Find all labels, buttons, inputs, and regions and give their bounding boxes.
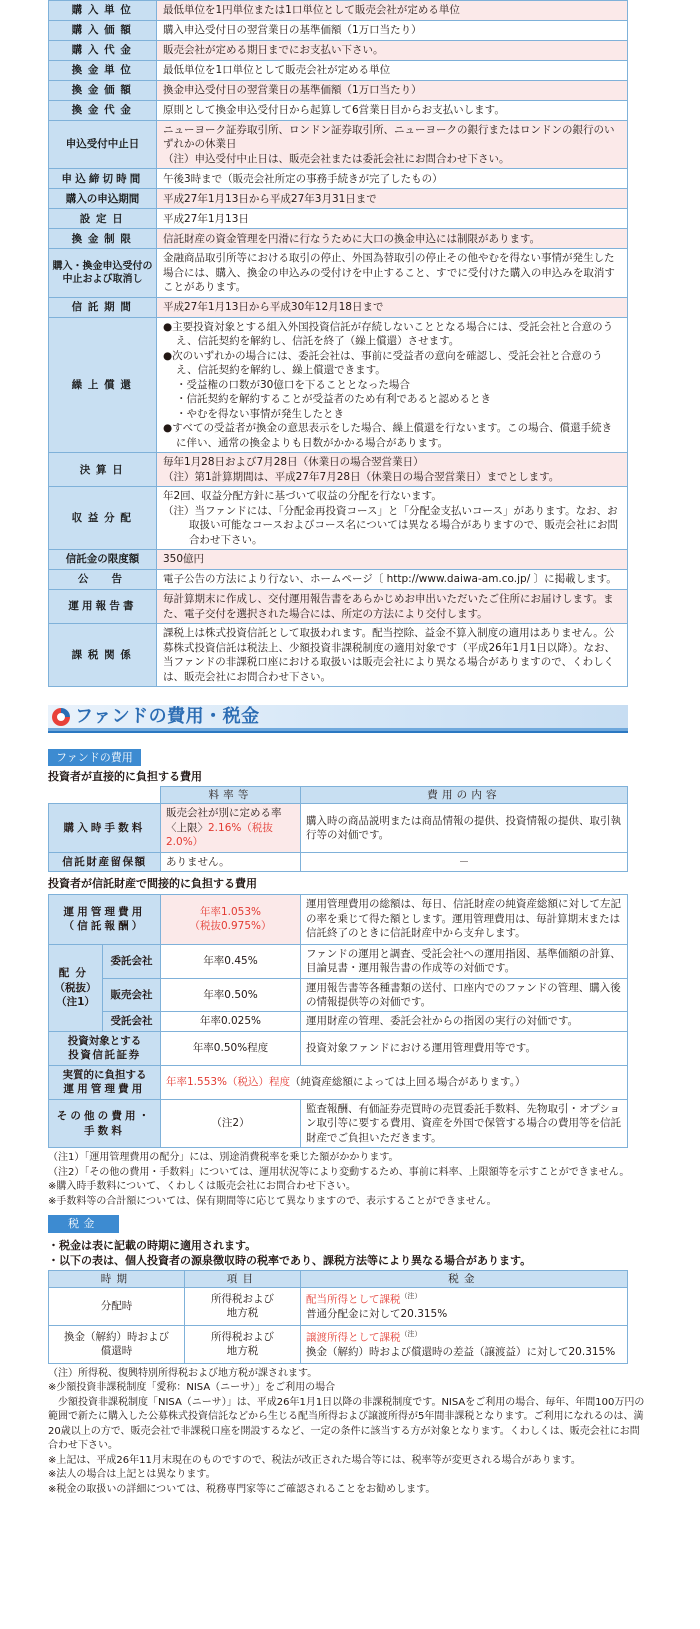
period-line: 換金（解約）時および: [64, 1330, 169, 1343]
note-line: 少額投資非課税制度「NISA（ニーサ）」は、平成26年1月1日以降の非課税制度です。NISAをご利用の場合、毎年、年間100万円の範囲で新たに購入した公募株式投資信託などから生じる配当所得および譲渡所得が5年間非課税となります。ご利用になれるのは、満20歳以上の方で、販売会社で非課税口座を開設するなど、一定の条件に該当する方が対象となります。くわしくは、販売会社にお問合わせ下さい。: [48, 1396, 645, 1452]
row-value: [157, 550, 628, 570]
row-text: 信託財産の資金管理を円滑に行なうために大口の換金申込には制限があります。: [163, 232, 541, 245]
table-row: [49, 453, 628, 487]
swirl-logo-icon: [51, 707, 71, 727]
allocation-desc: ファンドの運用と調査、受託会社への運用指図、基準価額の計算、目論見書・運用報告書の作成等の対価です。: [301, 944, 628, 978]
note-line: （注2）「その他の費用・手数料」については、運用状況等により変動するため、事前に料率、上限額等を示すことができません。: [48, 1166, 630, 1178]
bullet-text: ●次のいずれかの場合には、委託会社は、事前に受益者の意向を確認し、受託会社と合意のうえ、信託契約を解約し、繰上償還できます。: [163, 349, 603, 377]
purchase-fee-desc: 購入時の商品説明または商品情報の提供、投資情報の提供、取引執行等の対価です。: [301, 804, 628, 852]
table-row: [49, 570, 628, 590]
row-value: [157, 487, 628, 550]
row-label: 換金価額: [49, 81, 157, 101]
row-label: 収益分配: [49, 487, 157, 550]
table-row: [49, 624, 628, 687]
row-text: 課税上は株式投資信託として取扱われます。配当控除、益金不算入制度の適用はありません。公募株式投資信託は税法上、少額投資非課税制度の適用対象です（平成26年1月1日以降）。なお、当ファンドの非課税口座における取扱いは販売会社により異なる場合がありますので、くわしくは、販売会社にお問合わせ下さい。: [163, 627, 615, 683]
item-line: 地方税: [226, 1345, 259, 1358]
mgmt-fee-label: [49, 894, 161, 944]
sub-item: ・信託契約を解約することが受益者のため有利であると認めるとき: [176, 393, 491, 406]
table-row: [49, 1031, 628, 1065]
table-row: [49, 1065, 628, 1099]
rate-line: （税抜0.975%）: [189, 920, 272, 933]
row-text: 毎計算期末に作成し、交付運用報告書をあらかじめお申出いただいたご住所にお届けします。また、電子交付を選択された場合には、所定の方法により交付します。: [163, 593, 614, 620]
item-line: 所得税および: [211, 1330, 274, 1343]
reserve-desc: －: [301, 852, 628, 871]
column-header: 料率等: [161, 787, 301, 804]
reserve-rate: ありません。: [161, 852, 301, 871]
fee-notes: [48, 1151, 648, 1209]
row-value: [157, 453, 628, 487]
allocation-party: 受託会社: [103, 1012, 161, 1031]
row-text: 原則として換金申込受付日から起算して6営業日目からお支払いします。: [163, 104, 505, 117]
row-label: 課税関係: [49, 624, 157, 687]
target-fund-rate: 年率0.50%程度: [161, 1031, 301, 1065]
table-header-row: [49, 1270, 628, 1287]
row-text: 午後3時まで（販売会社所定の事務手続きが完了したもの）: [163, 172, 443, 185]
table-row: [49, 101, 628, 121]
row-text: 年2回、収益分配方針に基づいて収益の分配を行ないます。: [163, 490, 442, 503]
note-line: （注1）「運用管理費用の配分」には、別途消費税率を乗じた額がかかります。: [48, 1152, 399, 1164]
table-row: [49, 590, 628, 624]
table-row: [49, 21, 628, 41]
period-line: 償還時: [100, 1345, 133, 1358]
row-text: 金融商品取引所等における取引の停止、外国為替取引の停止その他やむを得ない事情が発生した場合には、購入、換金の申込みの受付けを中止すること、すでに受付けた購入の申込みを取消すことがあります。: [163, 252, 615, 294]
note-line: ※上記は、平成26年11月末現在のものですので、税法が改正された場合等には、税率等が変更される場合があります。: [48, 1454, 581, 1466]
tax-rate-text: 普通分配金に対して20.315%: [306, 1307, 448, 1320]
row-label: 申込締切時間: [49, 169, 157, 189]
tax-category: 配当所得として課税: [306, 1293, 401, 1306]
row-value: [157, 21, 628, 41]
row-label: 換金単位: [49, 61, 157, 81]
row-label: 購入単位: [49, 1, 157, 21]
row-value: [157, 41, 628, 61]
row-value: [157, 570, 628, 590]
other-fee-desc: 監査報酬、有価証券売買時の売買委託手数料、先物取引・オプション取引等に要する費用、資産を外国で保管する場合の費用等を信託財産でご負担いただきます。: [301, 1099, 628, 1147]
row-value: [157, 189, 628, 209]
row-value: [157, 169, 628, 189]
label-line: 運用管理費用: [63, 1083, 146, 1096]
row-value: [157, 61, 628, 81]
row-label: 購入代金: [49, 41, 157, 61]
fees-section-header: [48, 703, 628, 733]
direct-cost-table: [48, 786, 628, 872]
tax-notes: [48, 1367, 648, 1498]
label-line: （税抜）: [54, 981, 97, 994]
table-row: [49, 189, 628, 209]
row-label: 信託期間: [49, 297, 157, 317]
tax-category: 譲渡所得として課税: [306, 1331, 401, 1344]
table-row: [49, 249, 628, 297]
allocation-desc: 運用報告書等各種書類の送付、口座内でのファンドの管理、購入後の情報提供等の対価です。: [301, 978, 628, 1012]
label-line: 投資対象とする: [67, 1034, 142, 1047]
rate-text: 販売会社が別に定める率: [166, 807, 282, 820]
row-label: 換金制限: [49, 229, 157, 249]
row-text: 販売会社が定める期日までにお支払い下さい。: [163, 44, 384, 57]
sub-item: ・受益権の口数が30億口を下ることとなった場合: [176, 378, 410, 391]
column-header: 費用の内容: [301, 787, 628, 804]
row-value: [157, 121, 628, 169]
target-fund-desc: 投資対象ファンドにおける運用管理費用等です。: [301, 1031, 628, 1065]
label-line: （信託報酬）: [63, 920, 146, 933]
row-label: 決算日: [49, 453, 157, 487]
label-line: その他の費用・: [56, 1110, 153, 1123]
row-label: 運用報告書: [49, 590, 157, 624]
row-value: [157, 229, 628, 249]
tax-period: [49, 1287, 185, 1325]
table-row: [49, 297, 628, 317]
row-text: ニューヨーク証券取引所、ロンドン証券取引所、ニューヨークの銀行またはロンドンの銀行のいずれかの休業日: [163, 124, 615, 151]
table-row: [49, 978, 628, 1012]
table-row: [49, 229, 628, 249]
period-line: 分配時: [100, 1300, 133, 1313]
rate-cap-value: 2.16%（税抜2.0%）: [166, 821, 273, 849]
effective-fee-label: [49, 1065, 161, 1099]
row-note: （注）申込受付中止日は、販売会社または委託会社にお問合わせ下さい。: [163, 152, 510, 165]
table-row: [49, 1099, 628, 1147]
allocation-party: 販売会社: [103, 978, 161, 1012]
allocation-rate: 年率0.025%: [161, 1012, 301, 1031]
reserve-label: 信託財産留保額: [49, 852, 161, 871]
row-value: [157, 249, 628, 297]
note-line: ※購入時手数料について、くわしくは販売会社にお問合わせ下さい。: [48, 1181, 356, 1193]
header-underline: [48, 728, 628, 731]
tax-bullets: [48, 1238, 700, 1268]
row-text: 最低単位を1円単位または1口単位として販売会社が定める単位: [163, 4, 460, 17]
row-label: 換金代金: [49, 101, 157, 121]
table-row: [49, 804, 628, 852]
note-ref: （注）: [400, 1329, 422, 1338]
target-fund-label: [49, 1031, 161, 1065]
tax-item: [185, 1325, 301, 1363]
table-row: [49, 121, 628, 169]
row-text: 350億円: [163, 553, 205, 566]
row-note: （注）第1計算期間は、平成27年7月28日（休業日の場合翌営業日）までとします。: [163, 470, 560, 483]
row-label: 公告: [49, 570, 157, 590]
row-value: [157, 297, 628, 317]
tax-detail: [301, 1287, 628, 1325]
row-note: （注）当ファンドには、「分配金再投資コース」と「分配金支払いコース」があります。なお、お取扱い可能なコースおよびコース名については異なる場合がありますので、販売会社にお問合わせ下さい。: [163, 504, 619, 546]
blank-header-cell: [49, 787, 161, 804]
label-line: （注1）: [56, 995, 95, 1008]
bullet-line: ・税金は表に記載の時期に適用されます。: [48, 1238, 257, 1252]
table-row: [49, 944, 628, 978]
tax-rate-text: 換金（解約）時および償還時の差益（譲渡益）に対して20.315%: [306, 1345, 616, 1358]
bullet-line: ・以下の表は、個人投資者の源泉徴収時の税率であり、課税方法等により異なる場合があります。: [48, 1253, 532, 1267]
row-text: 換金申込受付日の翌営業日の基準価額（1万口当たり）: [163, 84, 422, 97]
row-value: [157, 624, 628, 687]
tax-table: [48, 1270, 628, 1364]
note-ref: （注）: [400, 1291, 422, 1300]
row-text: 毎年1月28日および7月28日（休業日の場合翌営業日）: [163, 456, 424, 469]
table-row: [49, 894, 628, 944]
rate-line: 年率1.053%: [199, 905, 262, 918]
sub-item: ・やむを得ない事情が発生したとき: [176, 407, 344, 420]
table-row: [49, 1325, 628, 1363]
row-text: 購入申込受付日の翌営業日の基準価額（1万口当たり）: [163, 24, 422, 37]
mgmt-fee-desc: 運用管理費用の総額は、毎日、信託財産の純資産総額に対して左記の率を乗じて得た額とします。運用管理費用は、毎計算期末または信託終了のときに信託財産中から支弁します。: [301, 894, 628, 944]
effective-fee-value: [161, 1065, 628, 1099]
effective-rate: 年率1.553%（税込）程度: [166, 1076, 291, 1089]
row-value: [157, 590, 628, 624]
note-line: ※手数料等の合計額については、保有期間等に応じて異なりますので、表示することができません。: [48, 1195, 497, 1207]
note-line: （注）所得税、復興特別所得税および地方税が課されます。: [48, 1367, 318, 1379]
row-label: 購入・換金申込受付の中止および取消し: [49, 249, 157, 297]
row-label: 申込受付中止日: [49, 121, 157, 169]
note-line: ※法人の場合は上記とは異なります。: [48, 1469, 216, 1481]
other-fee-label: [49, 1099, 161, 1147]
note-line: ※少額投資非課税制度「愛称：NISA（ニーサ）」をご利用の場合: [48, 1382, 336, 1394]
table-row: [49, 1, 628, 21]
bullet-text: ●主要投資対象とする組入外国投資信託が存続しないこととなる場合には、受託会社と合意のうえ、信託契約を解約し、信託を終了（繰上償還）させます。: [163, 320, 614, 348]
note-line: ※税金の取扱いの詳細については、税務専門家等にご確認されることをお勧めします。: [48, 1483, 436, 1495]
row-label: 設定日: [49, 209, 157, 229]
row-text: 電子公告の方法により行ない、ホームページ〔 http://www.daiwa-am.co.jp/ 〕に掲載します。: [163, 573, 617, 586]
purchase-fee-rate: [161, 804, 301, 852]
other-fee-rate: （注2）: [161, 1099, 301, 1147]
row-text: 最低単位を1口単位として販売会社が定める単位: [163, 64, 391, 77]
allocation-party: 委託会社: [103, 944, 161, 978]
row-value: [157, 317, 628, 452]
row-text: 平成27年1月13日から平成27年3月31日まで: [163, 192, 377, 205]
mgmt-fee-rate: [161, 894, 301, 944]
table-row: [49, 852, 628, 871]
fund-summary-table: [48, 0, 628, 687]
table-header-row: [49, 787, 628, 804]
indirect-cost-heading: 投資者が信託財産で間接的に負担する費用: [48, 877, 257, 891]
purchase-fee-label: 購入時手数料: [49, 804, 161, 852]
label-line: 投資信託証券: [68, 1049, 141, 1062]
row-text: 平成27年1月13日: [163, 212, 249, 225]
allocation-rate: 年率0.45%: [161, 944, 301, 978]
label-line: 運用管理費用: [63, 905, 146, 918]
table-row: [49, 317, 628, 452]
label-line: 手数料: [84, 1124, 125, 1137]
row-text: 平成27年1月13日から平成30年12月18日まで: [163, 301, 384, 314]
label-line: 実質的に負担する: [62, 1068, 147, 1081]
column-header: 税金: [301, 1270, 628, 1287]
table-row: [49, 169, 628, 189]
row-value: [157, 1, 628, 21]
tax-pill: 税金: [48, 1215, 119, 1232]
row-label: 購入の申込期間: [49, 189, 157, 209]
effective-note: （純資産総額によっては上回る場合があります。）: [290, 1076, 526, 1089]
column-header: 項目: [185, 1270, 301, 1287]
row-label: 信託金の限度額: [49, 550, 157, 570]
row-value: [157, 101, 628, 121]
indirect-cost-table: [48, 894, 628, 1149]
allocation-desc: 運用財産の管理、委託会社からの指図の実行の対価です。: [301, 1012, 628, 1031]
row-label: 購入価額: [49, 21, 157, 41]
tax-item: [185, 1287, 301, 1325]
table-row: [49, 550, 628, 570]
tax-detail: [301, 1325, 628, 1363]
label-line: 配分: [58, 967, 93, 980]
table-row: [49, 61, 628, 81]
row-value: [157, 209, 628, 229]
direct-cost-heading: 投資者が直接的に負担する費用: [48, 770, 202, 784]
allocation-label: [49, 944, 103, 1031]
table-row: [49, 81, 628, 101]
row-value: [157, 81, 628, 101]
rate-cap-label: 〈上限〉: [166, 821, 208, 834]
item-line: 所得税および: [211, 1292, 274, 1305]
fund-cost-pill: ファンドの費用: [48, 749, 141, 766]
item-line: 地方税: [226, 1307, 259, 1320]
section-title: ファンドの費用・税金: [75, 706, 260, 728]
column-header: 時期: [49, 1270, 185, 1287]
table-row: [49, 487, 628, 550]
allocation-rate: 年率0.50%: [161, 978, 301, 1012]
tax-period: [49, 1325, 185, 1363]
row-label: 繰上償還: [49, 317, 157, 452]
table-row: [49, 1287, 628, 1325]
table-row: [49, 41, 628, 61]
table-row: [49, 209, 628, 229]
table-row: [49, 1012, 628, 1031]
bullet-text: ●すべての受益者が換金の意思表示をした場合、繰上償還を行ないます。この場合、償還手続きに伴い、通常の換金よりも日数がかかる場合があります。: [163, 422, 613, 449]
